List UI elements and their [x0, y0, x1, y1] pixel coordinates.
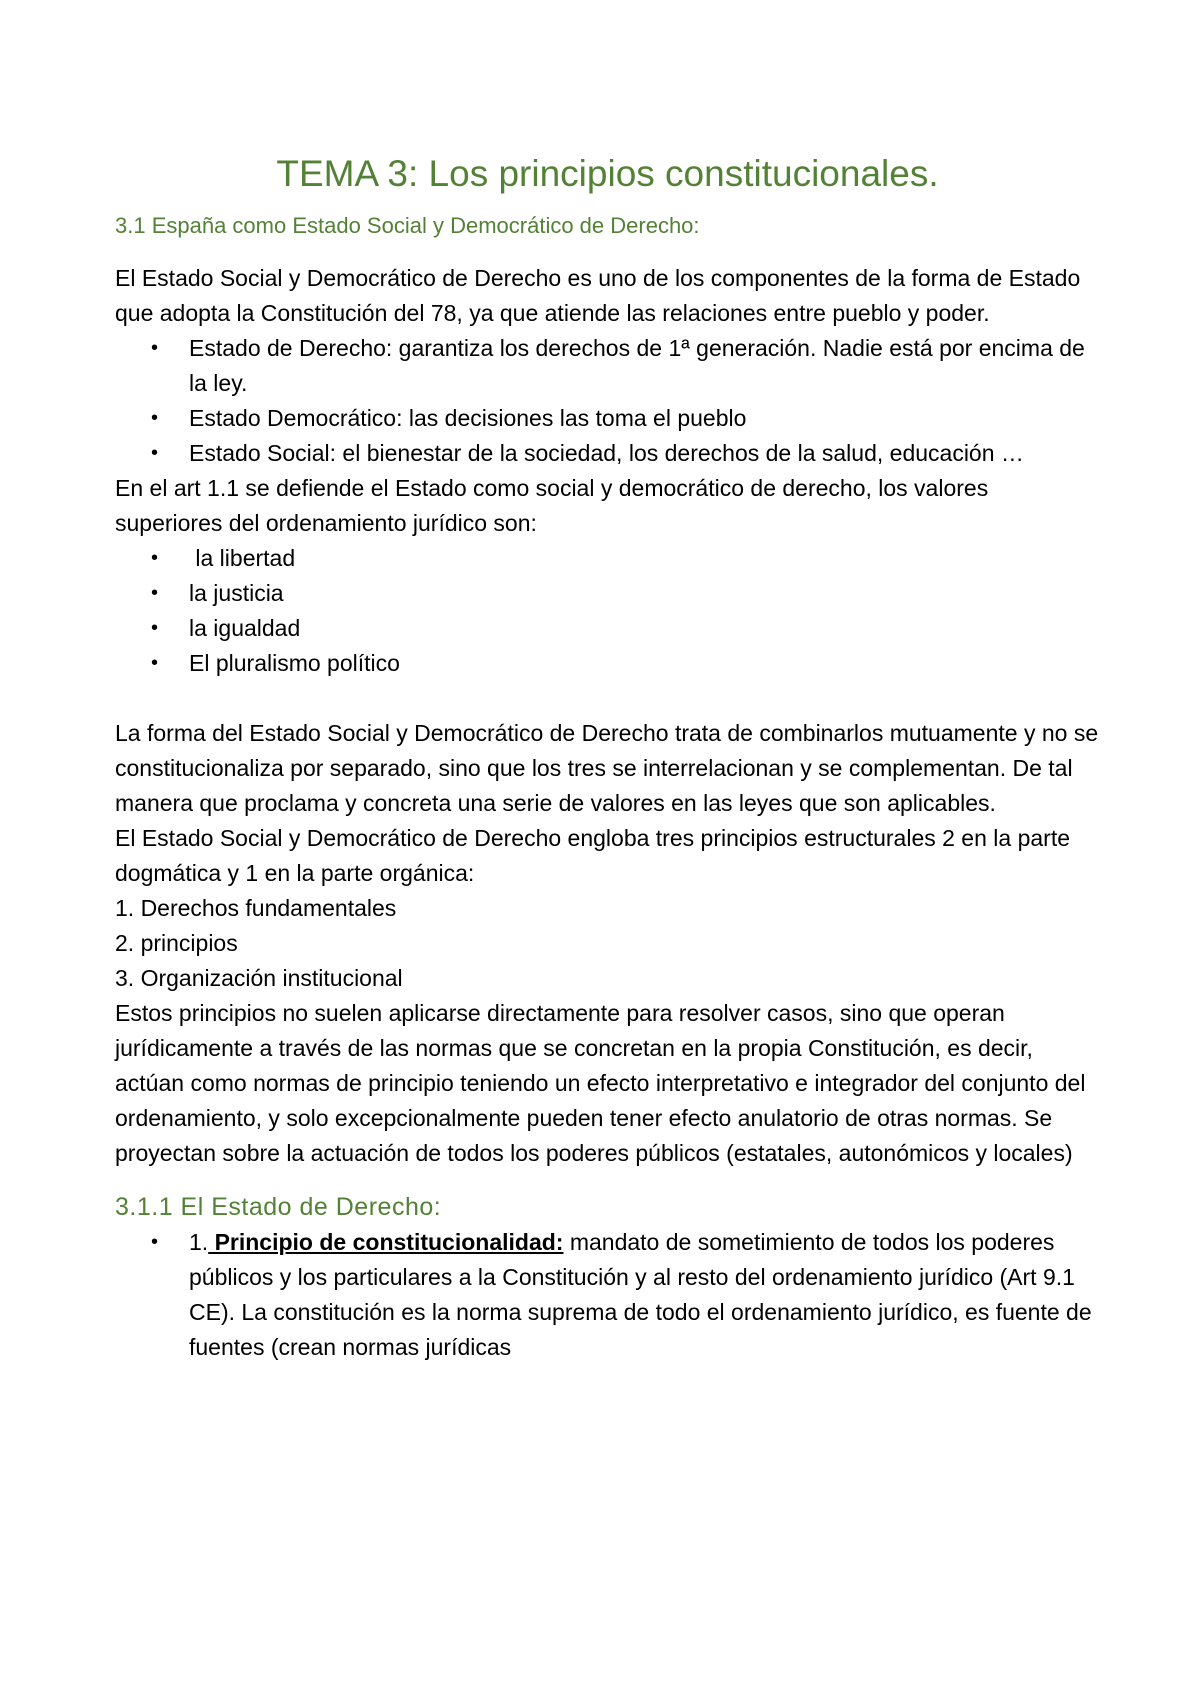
numbered-item: 1. Derechos fundamentales [115, 895, 397, 921]
document-page [115, 148, 1100, 1365]
engloba-paragraph: El Estado Social y Democrático de Derecho engloba tres principios estructurales 2 en la parte dogmática y 1 en la parte orgánica: [115, 825, 1070, 886]
blank-line [115, 681, 1100, 716]
bullet-icon: • [151, 652, 159, 674]
forma-paragraph: La forma del Estado Social y Democrático de Derecho trata de combinarlos mutuamente y no se constitucionaliza por separado, sino que los tres se interrelacionan y se complementan. De tal manera que proclama y concreta una serie de valores en las leyes que son aplicables. [115, 720, 1099, 816]
estado-types-list [115, 331, 1100, 471]
list-item: • El pluralismo político [115, 646, 1100, 681]
list-item: • la igualdad [115, 611, 1100, 646]
art-1-1-paragraph: En el art 1.1 se defiende el Estado como social y democrático de derecho, los valores superiores del ordenamiento jurídico son: [115, 475, 989, 536]
list-item: • Estado de Derecho: garantiza los derechos de 1ª generación. Nadie está por encima de la ley. [115, 331, 1100, 401]
list-item: • la libertad [115, 541, 1100, 576]
numbered-item: 2. principios [115, 930, 238, 956]
bullet-icon: • [151, 547, 159, 569]
intro-paragraph: El Estado Social y Democrático de Derecho es uno de los componentes de la forma de Estado que adopta la Constitución del 78, ya que atiende las relaciones entre pueblo y poder. [115, 265, 1081, 326]
item-text: mandato de sometimiento de todos los poderes públicos y los particulares a la Constitución y al resto del ordenamiento jurídico (Art 9.1 CE). La constitución es la norma suprema de todo el ordenamiento jurídico, es fuente de fuentes (crean normas jurídicas [189, 1229, 1092, 1360]
bullet-icon: • [151, 617, 159, 639]
bullet-icon: • [151, 337, 159, 359]
numbered-item: 3. Organización institucional [115, 965, 403, 991]
document-title: TEMA 3: Los principios constitucionales. [276, 153, 939, 194]
list-item: • Estado Democrático: las decisiones las toma el pueblo [115, 401, 1100, 436]
item-number: 1. [189, 1229, 209, 1255]
defined-term: Principio de constitucionalidad: [208, 1229, 564, 1255]
bullet-icon: • [151, 1231, 159, 1253]
bullet-icon: • [151, 582, 159, 604]
list-item: • Estado Social: el bienestar de la sociedad, los derechos de la salud, educación … [115, 436, 1100, 471]
list-item: • la justicia [115, 576, 1100, 611]
bullet-icon: • [151, 442, 159, 464]
valores-superiores-list [115, 541, 1100, 681]
section-heading-3-1: 3.1 España como Estado Social y Democrático de Derecho: [115, 213, 700, 238]
bullet-icon: • [151, 407, 159, 429]
principios-paragraph: Estos principios no suelen aplicarse directamente para resolver casos, sino que operan jurídicamente a través de las normas que se concretan en la propia Constitución, es decir, actúan como normas de principio teniendo un efecto interpretativo e integrador del conjunto del ordenamiento, y solo excepcionalmente pueden tener efecto anulatorio de otras normas. Se proyectan sobre la actuación de todos los poderes públicos (estatales, autonómicos y locales) [115, 1000, 1086, 1166]
estado-derecho-list [115, 1225, 1100, 1365]
section-heading-3-1-1: 3.1.1 El Estado de Derecho: [115, 1193, 442, 1221]
list-item [115, 1225, 1100, 1365]
